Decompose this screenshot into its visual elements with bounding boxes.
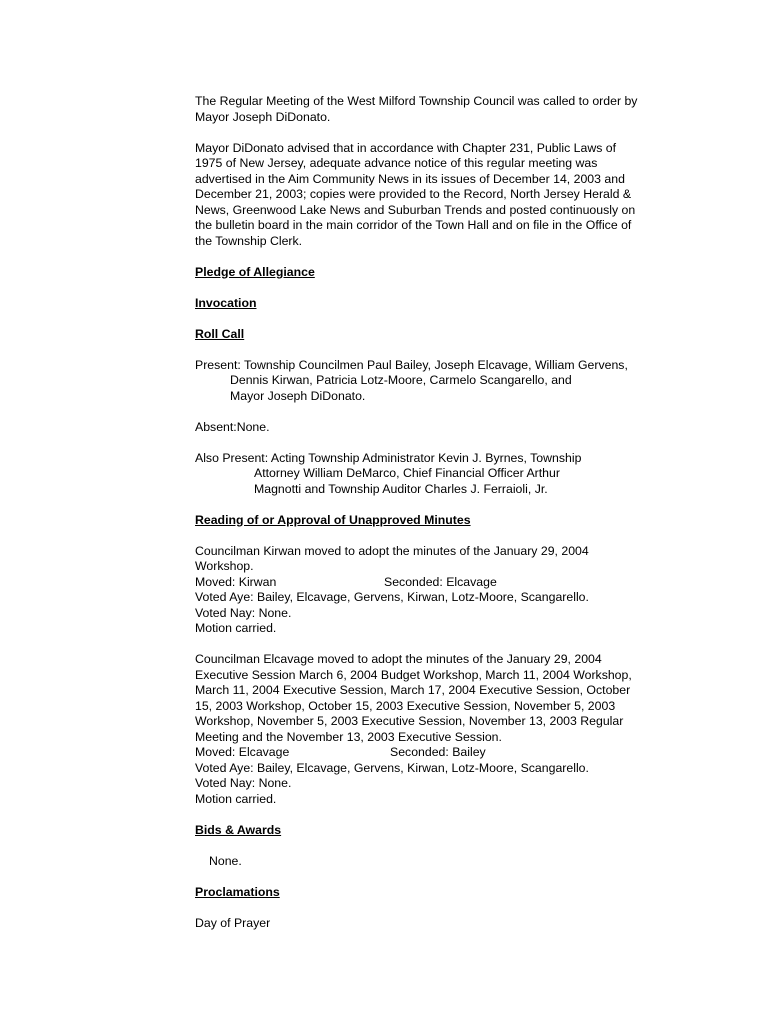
moved-by: Moved: Kirwan — [195, 574, 277, 589]
present-line: Present: Township Councilmen Paul Bailey, Joseph Elcavage, William Gervens, — [195, 357, 628, 372]
notice-line: December 21, 2003; copies were provided to the Record, North Jersey Herald & — [195, 187, 632, 201]
intro-paragraph — [195, 94, 655, 125]
voted-nay: Voted Nay: None. — [195, 605, 292, 620]
notice-line: 1975 of New Jersey, adequate advance notice of this regular meeting was — [195, 156, 598, 170]
present-line: Dennis Kirwan, Patricia Lotz-Moore, Carmelo Scangarello, and — [230, 373, 572, 387]
bids-heading: Bids & Awards — [195, 822, 282, 837]
pledge-heading: Pledge of Allegiance — [195, 264, 315, 279]
also-present-line: Magnotti and Township Auditor Charles J. Ferraioli, Jr. — [254, 481, 548, 496]
also-present-line: Also Present: Acting Township Administrator Kevin J. Byrnes, Township — [195, 450, 582, 465]
intro-line: Mayor Joseph DiDonato. — [195, 109, 331, 124]
proclamations-heading: Proclamations — [195, 884, 280, 899]
notice-paragraph — [195, 141, 655, 250]
present-block — [195, 358, 655, 405]
motion-2 — [195, 652, 655, 807]
also-present-block — [195, 451, 655, 498]
motion-text-line: Meeting and the November 13, 2003 Executive Session. — [195, 729, 502, 744]
motion-text-line: Workshop, November 5, 2003 Executive Session, November 13, 2003 Regular — [195, 714, 624, 728]
notice-line: News, Greenwood Lake News and Suburban Trends and posted continuously on — [195, 202, 636, 217]
present-line: Mayor Joseph DiDonato. — [230, 388, 366, 403]
motion-text-line: Executive Session March 6, 2004 Budget Workshop, March 11, 2004 Workshop, — [195, 667, 632, 682]
seconded-by: Seconded: Elcavage — [384, 574, 497, 589]
absent-line: Absent:None. — [195, 419, 270, 434]
motion-text-line: Councilman Elcavage moved to adopt the minutes of the January 29, 2004 — [195, 652, 602, 666]
intro-line: The Regular Meeting of the West Milford Township Council was called to order by — [195, 94, 638, 108]
motion-text-line: 15, 2003 Workshop, October 15, 2003 Executive Session, November 5, 2003 — [195, 698, 616, 713]
motion-1 — [195, 544, 655, 637]
proclamation-item: Day of Prayer — [195, 915, 271, 930]
notice-line: Mayor DiDonato advised that in accordance with Chapter 231, Public Laws of — [195, 140, 617, 155]
document-body — [195, 94, 655, 931]
voted-aye: Voted Aye: Bailey, Elcavage, Gervens, Kirwan, Lotz-Moore, Scangarello. — [195, 760, 589, 775]
roll-call-heading: Roll Call — [195, 326, 245, 341]
motion-text-line: March 11, 2004 Executive Session, March 17, 2004 Executive Session, October — [195, 683, 631, 697]
bids-text: None. — [209, 853, 242, 868]
notice-line: the bulletin board in the main corridor of the Town Hall and on file in the Office of — [195, 218, 632, 232]
seconded-by: Seconded: Bailey — [390, 745, 486, 759]
notice-line: the Township Clerk. — [195, 233, 303, 248]
motion-result: Motion carried. — [195, 791, 277, 806]
motion-text-line: Councilman Kirwan moved to adopt the minutes of the January 29, 2004 — [195, 543, 589, 558]
also-present-line: Attorney William DeMarco, Chief Financial Officer Arthur — [254, 466, 560, 480]
minutes-heading: Reading of or Approval of Unapproved Minutes — [195, 512, 471, 527]
moved-by: Moved: Elcavage — [195, 745, 290, 759]
notice-line: advertised in the Aim Community News in its issues of December 14, 2003 and — [195, 171, 625, 186]
motion-result: Motion carried. — [195, 621, 277, 635]
moved-seconded-row — [195, 575, 655, 591]
voted-aye: Voted Aye: Bailey, Elcavage, Gervens, Kirwan, Lotz-Moore, Scangarello. — [195, 590, 589, 604]
invocation-heading: Invocation — [195, 295, 257, 310]
motion-text-line: Workshop. — [195, 559, 254, 573]
voted-nay: Voted Nay: None. — [195, 776, 292, 790]
moved-seconded-row — [195, 745, 655, 761]
